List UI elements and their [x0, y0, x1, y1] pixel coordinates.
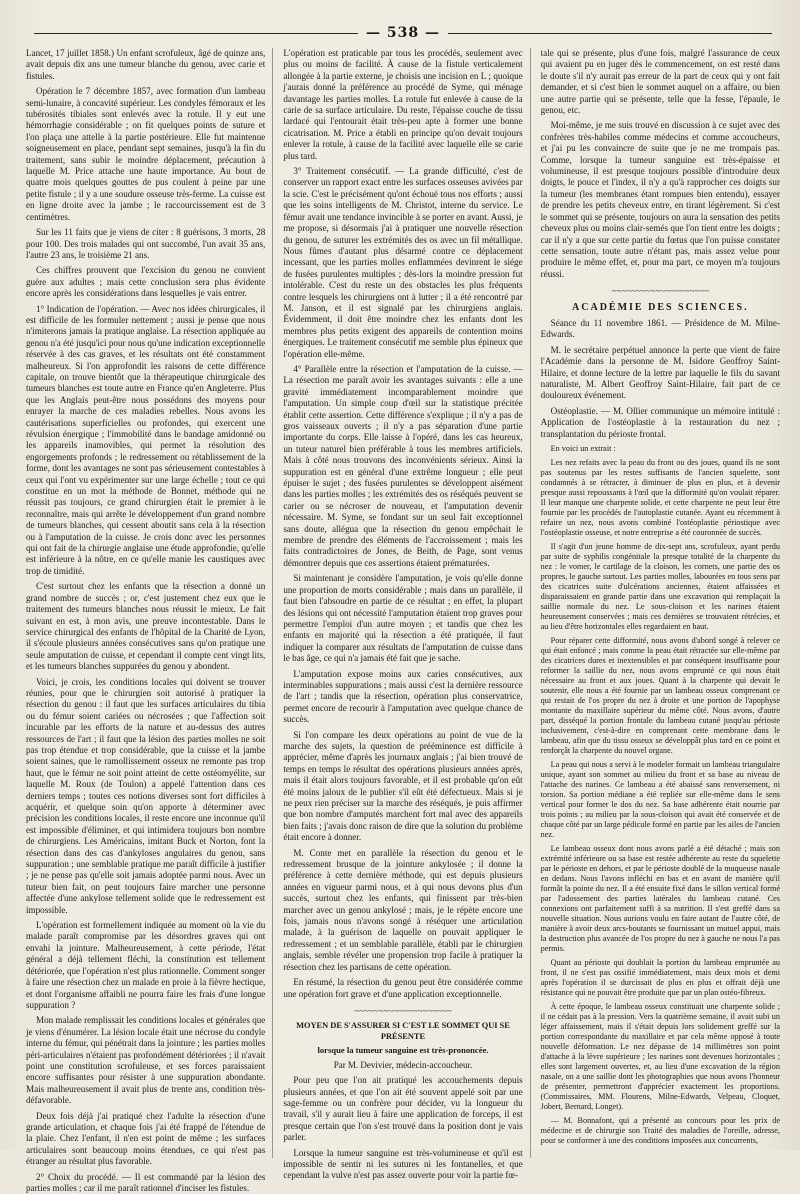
article-title: MOYEN DE S'ASSURER SI C'EST LE SOMMET QUI SE PRÉSENTE	[296, 1021, 510, 1041]
paragraph: Quant au périoste qui doublait la portion du lambeau empruntée au front, il ne s'est pas ossifié immédiatement, mais deux mois et demi après l'opération il se durcissait de plus en plus et offrait déjà une résistance qui ne pouvait être produite que par un plan ostéo-fibreux.	[540, 958, 780, 997]
paragraph: Les nez refaits avec la peau du front ou des joues, quand ils ne sont pas soutenus par les restes suffisants de l'ancien squelette, sont condamnés à se rétracter, à diminuer de plus en plus, et à devenir presque aussi repoussants à l'œil que la difformité qu'on voulait réparer. Il leur manque une charpente solide, et cette charpente ne peut leur être fournie par les procédés de l'autoplastie cutanée. Ayant eu récemment à refaire un nez, nous avons combiné l'ostéoplastie périostique avec l'ostéoplastie osseuse, et notre entreprise a été couronnée de succès.	[540, 458, 780, 537]
paragraph: Lorsque la tumeur sanguine est très-volumineuse et qu'il est impossible de sentir ni les sutures ni les fontanelles, et que cependant la vulve n'est pas assez ouverte pour voir la partie fœ-	[283, 1147, 523, 1181]
paragraph: La peau qui nous a servi à le modeler formait un lambeau triangulaire unique, ayant son sommet au milieu du front et sa base au niveau de l'attache des narines. Ce lambeau a été abaissé sans renversement, ni torsion. Sa portion médiane a été repliée sur elle-même dans le sens vertical pour former le dos du nez. Sa base adhérente était nourrie par trois points ; au milieu par la sous-cloison qui avait été conservée et de chaque côté par un large pédicule formé en partie par les ailes de l'ancien nez.	[540, 760, 780, 839]
page-number: — 538 —	[366, 25, 440, 41]
article-author: Par M. Devivier, médecin-accoucheur.	[333, 1059, 473, 1070]
page-header	[26, 22, 780, 44]
paragraph: Pour peu que l'on ait pratiqué les accouchements depuis plusieurs années, et que l'on ait été souvent appelé soit par une sage-femme ou un confrère pour décider, vu la longueur du travail, s'il y aurait lieu à faire une application de forceps, il est presque certain que l'on s'est trouvé dans la position dont je vais parler.	[283, 1075, 523, 1143]
paragraph: Il s'agit d'un jeune homme de dix-sept ans, scrofuleux, ayant perdu par suite de syphilis congénitale la presque totalité de la charpente du nez : le vomer, le cartilage de la cloison, les cornets, une partie des os propres, le gauche surtout. Les parties molles, labourées en tous sens par des cicatrices suite d'ulcérations anciennes, étaient affaissées et disparaissaient en grande partie dans une excavation qui remplaçait la saillie normale du nez. Le sous-cloison et les narines étaient heureusement conservées ; mais ces dernières se trouvaient rétrécies, et au lieu d'être horizontales elles regardaient en haut.	[540, 542, 780, 631]
paragraph: Moi-même, je me suis trouvé en discussion à ce sujet avec des confrères très-habiles comme médecins et comme accoucheurs, et j'ai pu les convaincre de suite que je ne me trompais pas. Comme, lorsque la tumeur sanguine est très-épaisse et volumineuse, il est presque toujours possible d'introduire deux doigts, le pouce et l'index, il n'y a qu'à rapprocher ces doigts sur la tumeur (les membranes étant rompues bien entendu), essayer de prendre les petits cheveux entre, en tirant légèrement. Si c'est le sommet qui se présente, toujours on aura la sensation des petits cheveux plus ou moins clair-semés que l'on tient entre les doigts ; car il n'y a que sur cette partie du fœtus que l'on puisse constater cette sensation, toute autre n'étant pas, mais assez velue pour produire le même effet, et, pour ma part, ce moyen m'a toujours réussi.	[540, 120, 780, 279]
paragraph: Ostéoplastie. — M. Ollier communique un mémoire intitulé : Application de l'ostéoplastie à la restauration du nez ; transplantation du périoste frontal.	[540, 405, 780, 439]
paragraph: L'amputation expose moins aux caries consécutives, aux interminables suppurations ; mais aussi c'est la dernière ressource de l'art ; tandis que la résection, opération plus conservatrice, permet encore de recourir à l'amputation avec quelque chance de succès.	[283, 668, 523, 725]
article-subtitle: lorsque la tumeur sanguine est très-prononcée.	[317, 1045, 489, 1056]
paragraph: Sur les 11 faits que je viens de citer : 8 guérisons, 3 morts, 28 pour 100. Des trois malades qui ont succombé, l'un avait 35 ans, l'autre 23 ans, le troisième 21 ans.	[26, 227, 266, 260]
header-rule-left	[34, 33, 358, 34]
paragraph: En résumé, la résection du genou peut être considérée comme une opération fort grave et d'une application exceptionnelle.	[283, 977, 523, 999]
paragraph: 2° Choix du procédé. — Il est commandé par la lésion des parties molles ; car il me paraît rationnel d'inciser les fistules.	[26, 1171, 266, 1193]
column-2	[283, 48, 530, 1181]
text-columns	[26, 48, 780, 1193]
paragraph: L'opération est praticable par tous les procédés, seulement avec plus ou moins de facilité. À cause de la fistule verticalement allongée à la partie externe, je choisis une incision en L ; quoique j'aurais donné la préférence au procédé de Syme, qui ménage davantage les parties molles. La rotule fut enlevée à cause de la carie de sa surface articulaire. Du reste, l'épaisse couche de tissu lardacé qui l'entourait était très-peu apte à former une bonne cicatrisation. M. Price a établi en principe qu'on devait toujours enlever la rotule, à cause de la facilité avec laquelle elle se carie plus tard.	[283, 48, 523, 161]
section-separator: ~~~~~~~~~~~~~~~~~~~~	[354, 1005, 452, 1016]
paragraph: Deux fois déjà j'ai pratiqué chez l'adulte la résection d'une grande articulation, et chaque fois j'ai été frappé de l'étendue de la plaie. Chez l'enfant, il n'en est point de même ; les surfaces articulaires sont beaucoup moins étendues, ce qui n'est pas étranger au résultat plus favorable.	[26, 1110, 266, 1167]
paragraph: tale qui se présente, plus d'une fois, malgré l'assurance de ceux qui avaient pu en juger dès le commencement, on est resté dans le doute s'il n'y aurait pas erreur de la part de ceux qui y ont fait demander, et si c'est bien le sommet auquel on a affaire, ou bien une autre partie qui se présente, telle que la fesse, l'épaule, le genou, etc.	[540, 48, 780, 116]
paragraph: 1° Indication de l'opération. — Avec nos idées chirurgicales, il est difficile de les formuler nettement ; aussi je pense que nous n'imiterons jamais la pratique anglaise. La résection appliquée au genou n'a été jusqu'ici pour nous qu'une indication exceptionnelle réservée à des cas graves, et les résultats ont été constamment malheureux. Si l'on approfondit les raisons de cette différence capitale, on trouve bientôt que la thérapeutique chirurgicale des tumeurs blanches est toute autre en France qu'en Angleterre. Plus que les Anglais peut-être nous possédons des moyens pour enrayer la marche de ces maladies rebelles. Nous avons les cautérisations superficielles ou profondes, qui exercent une révulsion énergique ; l'immobilité dans le bandage amidonné ou les appareils inamovibles, qui permet la résolution des engorgements profonds ; le redressement ou rétablissement de la forme, dont les avantages ne sont pas sérieusement contestables à ceux qui l'ont vu expérimenter sur une large échelle ; tout ce qui constitue en un mot la méthode de Bonnet, méthode qui ne réussit pas toujours, ce grand chirurgien était le premier à le reconnaître, mais qui arrête le développement d'un grand nombre de tumeurs blanches, qui cessent aboutit sans cela à la résection ou à l'amputation de la cuisse. Je crois donc avec les personnes qui ont fait de la chirurgie anglaise une étude approfondie, qu'elle est inférieure à la nôtre, en ce qu'elle manie les caustiques avec trop de timidité.	[26, 303, 266, 576]
paragraph: C'est surtout chez les enfants que la résection a donné un grand nombre de succès ; or, c'est justement chez eux que le traitement des tumeurs blanches nous réussit le mieux. Le fait suivant en est, à mon avis, une preuve incontestable. Dans le service chirurgical des enfants de l'hôpital de la Charité de Lyon, il s'écoule plusieurs années consécutives sans qu'on pratique une seule amputation de cuisse, et cependant il compte cent vingt lits, et les tumeurs blanches suppurées du genou y abondent.	[26, 581, 266, 672]
paragraph: Mon malade remplissait les conditions locales et générales que je viens d'énumérer. La lésion locale était une nécrose du condyle interne du fémur, qui pénétrait dans la jointure ; les parties molles péri-articulaires n'étaient pas profondément détériorées ; il n'avait point une constitution scrofuleuse, et ses forces paraissaient encore suffisantes pour résister à une suppuration abondante. Mais malheureusement il avait plus de trente ans, condition très-défavorable.	[26, 1015, 266, 1106]
section-separator: ~~~~~~~~~~~~~~~~~~~~	[611, 286, 710, 297]
paragraph: 4° Parallèle entre la résection et l'amputation de la cuisse. — La résection me paraît avoir les avantages suivants : elle a une gravité immédiatement incomparablement moindre que l'amputation. Un simple coup d'œil sur la statistique précitée établit cette assertion. Cette différence s'explique ; il n'y a pas de gros vaisseaux ouverts ; il n'y a pas séparation d'une partie importante du corps. Elle laisse à l'opéré, dans les cas heureux, un tuteur naturel bien préférable à tous les membres artificiels. Mais à côté nous trouvons des inconvénients sérieux. Ainsi la suppuration est en général d'une extrême longueur ; elle peut épuiser le sujet ; des fusées purulentes se développent aisément dans les parties molles ; les extrémités des os réséqués peuvent se carier ou se nécroser de nouveau, et l'amputation devenir nécessaire. M. Syme, se fondant sur un seul fait exceptionnel sans doute, allégua que la résection du genou empêchait le membre de prendre des éléments de l'accroissement ; mais les faits contradictoires de Jones, de Beith, de Page, sont venus démontrer depuis que ces assertions étaient prématurées.	[283, 363, 523, 568]
paragraph: Ces chiffres prouvent que l'excision du genou ne convient guère aux adultes ; mais cette conclusion sera plus évidente encore après les considérations dans lesquelles je vais entrer.	[26, 265, 266, 299]
paragraph: Opération le 7 décembre 1857, avec formation d'un lambeau semi-lunaire, à concavité supérieur. Les condyles fémoraux et les tubérosités tibiales sont enlevés avec la rotule. Il y eut une hémorrhagie considérable ; on fit quelques points de suture et l'on plaça une attelle à la partie postérieure. Elle fut maintenue soigneusement en place, pendant sept semaines, jusqu'à la fin du traitement, sans subir le moindre déplacement, précaution à laquelle M. Price attache une haute importance. Au bout de quatre mois quelques gouttes de pus coulent à peine par une petite fistule ; il y a une soudure osseuse très-ferme. La cuisse est en ligne droite avec la jambe ; le raccourcissement est de 3 centimètres.	[26, 86, 266, 222]
paragraph: Pour réparer cette difformité, nous avons d'abord songé à relever ce qui était enfoncé ; mais comme la peau était rétractée sur elle-même par des cicatrices dures et inextensibles et par conséquent insuffisante pour reformer la saillie du nez, nous avons emprunté ce qui nous était nécessaire au front et aux joues. Quant à la charpente qui devait le soutenir, elle nous a été fournie par un lambeau osseux comprenant ce qui restait de l'os propre du nez à droite et une portion de l'apophyse montante du maxillaire supérieur du même côté. Nous avons, d'autre part, disséqué la portion frontale du lambeau cutané jusqu'au périoste inclusivement, c'est-à-dire en comprenant cette membrane dans le lambeau, afin que du tissu osseux se développât plus tard en ce point et renforçât la charpente du nouvel organe.	[540, 636, 780, 755]
header-rule-right	[448, 33, 772, 34]
paragraph: Lancet, 17 juillet 1858.) Un enfant scrofuleux, âgé de quinze ans, avait depuis dix ans une tumeur blanche du genou, avec carie et fistules.	[26, 48, 266, 81]
paragraph: À cette époque, le lambeau osseux constituait une charpente solide ; il ne cédait pas à la pression. Vers la quatrième semaine, il avait subi un léger affaissement, mais il s'était depuis lors solidement greffé sur la portion correspondante du maxillaire et par cela même opposé à toute nouvelle déformation. Le nez dépasse de 14 millimètres son point d'attache à la lèvre supérieure ; les narines sont devenues horizontales ; elles sont largement ouvertes, et, au lieu d'une excavation de la région nasale, on a une saillie dont les photographies que nous avons l'honneur de présenter, permettront d'apprécier exactement les proportions. (Commissaires, MM. Flourens, Milne-Edwards, Velpeau, Cloquet, Jobert, Bernard, Longet).	[540, 1002, 780, 1111]
paragraph: En voici un extrait :	[550, 444, 616, 453]
column-1	[26, 48, 273, 1193]
column-3	[541, 48, 780, 1158]
paragraph: M. Conte met en parallèle la résection du genou et le redressement brusque de la jointure ankylosée ; il donne la préférence à cette dernière méthode, qui est depuis plusieurs années en vigueur parmi nous, et à qui nous devons plus d'un succès, surtout chez les enfants, qui finissent par très-bien marcher avec un genou ankylosé ; mais, je le répète encore une fois, jamais nous n'avons songé à réséquer une articulation malade, à la guérison de laquelle on pouvait appliquer le redressement ; et un semblable parallèle, établi par le chirurgien anglais, semble révéler une propension trop facile à pratiquer la résection chez les partisans de cette opération.	[283, 847, 523, 972]
paragraph: L'opération est formellement indiquée au moment où la vie du malade paraît compromise par les désordres graves qui ont envahi la jointure. Malheureusement, à cette période, l'état général a déjà tellement fléchi, la constitution est tellement détériorée, que l'opération n'est plus rationnelle. Comment songer à faire une résection chez un malade en proie à la fièvre hectique, et dont l'organisme affaibli ne pourra faire les frais d'une longue suppuration ?	[26, 920, 266, 1010]
paragraph: Si l'on compare les deux opérations au point de vue de la marche des sujets, la question de prééminence est difficile à apprécier, même d'après les journaux anglais ; j'ai bien trouvé de temps en temps le résultat des opérations plusieurs années après, mais il était alors toujours favorable, et il est probable qu'on eût été moins jaloux de le publier s'il eût été défectueux. Mais si je ne peux rien préciser sur la marche des réséqués, je puis affirmer que bon nombre d'amputés marchent fort mal avec des appareils bien faits ; j'avais donc raison de dire que la solution du problème était encore à donner.	[283, 729, 523, 843]
section-title: ACADÉMIE DES SCIENCES.	[572, 301, 749, 313]
paragraph: 3° Traitement consécutif. — La grande difficulté, c'est de conserver un rapport exact entre les surfaces osseuses avivées par la scie. C'est le précisément qu'ont échoué tous nos efforts ; aussi que les soins intelligents de M. Christot, interne du service. Le fémur avait une tendance invincible à se porter en avant. Aussi, je me propose, si désormais j'ai à pratiquer une nouvelle résection du genou, de suturer les extrémités des os avec un fil métallique. Nous fûmes d'autant plus désarmé contre ce déplacement incessant, que les parties molles enflammées devinrent le siége de fusées purulentes multiples ; dès-lors la moindre pression fut intolérable. C'est du reste un des obstacles les plus fréquents contre lesquels les chirurgiens ont à lutter ; il a été rencontré par M. Janson, et il est signalé par les chirurgiens anglais. Évidemment, il doit être moindre chez les enfants dont les membres plus petits exigent des appareils de contention moins énergiques. Le traitement consécutif me semble plus épineux que l'opération elle-même.	[283, 166, 523, 359]
paragraph: Voici, je crois, les conditions locales qui doivent se trouver réunies, pour que le chirurgien soit autorisé à pratiquer la résection du genou : il faut que les surfaces articulaires du tibia ou du fémur soient cariées ou nécrosées ; que l'affection soit incurable par les efforts de la nature et au-dessus des autres ressources de l'art ; il faut que la lésion des parties molles ne soit pas trop étendue et trop considérable, que la cuisse et la jambe soient saines, que le ramollissement osseux ne remonte pas trop haut, que le fémur ne soit point atteint de cette ostéomyélite, sur laquelle M. Roux (de Toulon) a appelé l'attention dans ces derniers temps ; toutes ces notions diverses sont fort difficiles à acquérir, et quelque soin qu'on apporte à déterminer avec précision les conditions locales, il reste encore une inconnue qu'il est impossible d'éliminer, et qui intimidera toujours bon nombre de chirurgiens. Les Américains, imitant Buck et Norton, font la résection dans des cas d'ankyloses angulaires du genou, sans suppuration ; une semblable pratique me paraît difficile à justifier ; je ne pense pas qu'elle soit jamais adoptée parmi nous. Avec un tuteur bien fait, on peut toujours faire marcher une personne affectée d'une ankylose tellement solide que le redressement est impossible.	[26, 676, 266, 915]
paragraph: Si maintenant je considère l'amputation, je vois qu'elle donne une proportion de morts considérable ; mais dans un parallèle, il faut bien l'absoudre en partie de ce résultat ; en effet, la plupart des lésions qui ont nécessité l'amputation étaient trop graves pour permettre l'emploi d'un autre moyen ; et tandis que chez les enfants en majorité qui la résection a été pratiquée, il faut indiquer la comparer aux résultats de l'amputation de cuisse dans le bas âge, ce qui n'a jamais été fait que je sache.	[283, 573, 523, 664]
paragraph: Le lambeau osseux dont nous avons parlé a été détaché ; mais son extrémité inférieure ou sa base est restée adhérente au reste du squelette par le périoste en dehors, et par le périoste doublé de la muqueuse nasale en dedans. Nous l'avons infléchi en bas et en avant de manière qu'il formât la pointe du nez. Il a été ensuite fixé dans le sillon vertical formé par l'adossement des parties latérales du lambeau cutané. Ces connexions ont parfaitement suffi à sa nutrition. Il s'est greffé dans sa nouvelle situation. Nous aurions voulu en faire autant de l'autre côté, de manière à avoir deux arcs-boutants se fournissant un mutuel appui, mais la destruction plus avancée de l'os propre du nez à gauche ne nous l'a pas permis.	[540, 844, 780, 953]
paragraph: — M. Bonnafont, qui a présenté au concours pour les prix de médecine et de chirurgie son Traité des maladies de l'oreille, adresse, pour se conformer à une des conditions imposées aux concurrents,	[540, 1116, 780, 1145]
session-line: Séance du 11 novembre 1861. — Présidence de M. Milne-Edwards.	[540, 317, 780, 340]
paragraph: M. le secrétaire perpétuel annonce la perte que vient de faire l'Académie dans la personne de M. Isidore Geoffroy Saint-Hilaire, et donne lecture de la lettre par laquelle le fils du savant naturaliste, M. Albert Geoffroy Saint-Hilaire, fait part de ce douloureux événement.	[540, 344, 780, 401]
